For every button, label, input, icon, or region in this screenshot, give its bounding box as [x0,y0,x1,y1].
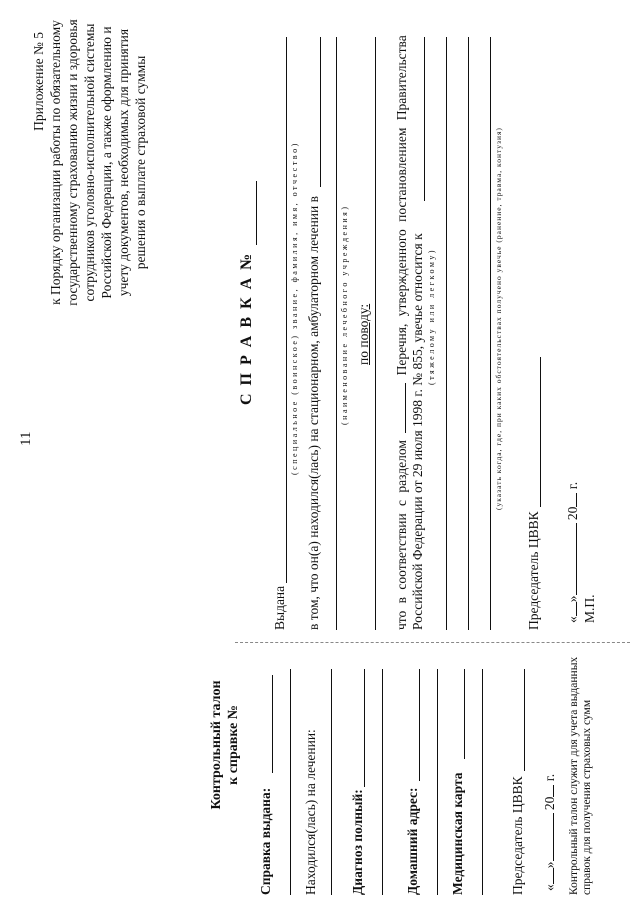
stub-issued-line-2 [290,669,291,895]
certificate-institution-line [336,37,337,630]
appendix-line: к Порядку организации работы по обязательному [48,20,63,305]
certificate-title: С П Р А В К А № [238,251,255,405]
certificate-reason-line [375,37,376,630]
stub-treatment-label: Находился(лась) на лечении: [303,729,318,895]
stub-address-line [419,669,420,781]
certificate-date-month-line [576,524,577,596]
stub-diagnosis-line [364,669,365,787]
stub-date-quote-open: « [542,884,557,891]
certificate-treatment-line [320,37,321,187]
certificate-date-suffix: г. [565,481,580,490]
certificate-chairman-label: Председатель ЦВВК [526,511,541,630]
certificate-stamp-label: М.П. [582,594,597,623]
certificate-date-year: 20 [565,506,580,521]
certificate-circumstances-line-3 [490,37,491,630]
certificate-severity-line [424,37,425,201]
stub-diagnosis-label: Диагноз полный: [350,789,365,895]
stub-title [208,670,242,820]
stub-issued-line [272,675,273,773]
appendix-header [30,10,149,315]
stub-chairman-line [524,669,525,771]
page-number: 11 [18,431,34,446]
appendix-title: Приложение № 5 [31,32,46,131]
appendix-line: сотрудников уголовно-исполнительной системы [82,23,97,302]
certificate-chairman-line [540,357,541,507]
appendix-line: учету документов, необходимых для принятия [116,28,131,297]
certificate-reason: по поводу: [356,303,371,365]
certificate-date [565,482,581,623]
certificate-circumstances-line [446,37,447,630]
stub-issued-label: Справка выдана: [258,787,273,895]
tear-off-divider [235,642,630,643]
stub-treatment-line [331,669,332,895]
stub-medcard-label: Медицинская карта [450,772,465,895]
certificate-decree-text: Российской Федерации от 29 июля 1998 г. № 855, увечье относится к [410,233,425,630]
stub-footnote-line: Контрольный талон служит для учета выданных [568,656,580,895]
stub-footnote-line: справок для получения страховых сумм [581,699,593,895]
stub-date-year: 20 [542,796,557,811]
certificate-section-right: Перечня, утвержденного постановлением Правительства [394,35,409,376]
certificate-circumstances-hint: (указать когда, где, при каких обстоятельствах получено увечье (ранение, травма, контузия) [494,127,503,510]
stub-date-suffix: г. [542,773,557,782]
appendix-line: Российской Федерации, а также оформлению и [99,26,114,299]
certificate-date-quote-close: » [565,595,580,603]
certificate-section-text [394,35,410,630]
certificate-date-year-line [576,493,577,507]
certificate-issued-label: Выдана [272,585,287,630]
stub-chairman-label: Председатель ЦВВК [510,776,525,895]
certificate-number-line [256,181,257,245]
certificate-institution-hint: (наименование лечебного учреждения) [340,204,349,425]
stub-date-quote-close: » [542,861,557,869]
certificate-section-left: что в соответствии с разделом [394,440,409,630]
stub-address-line-2 [437,669,438,895]
certificate-section-line [405,383,406,433]
certificate-issued-hint: (специальное (воинское) звание, фамилия, имя, отчество) [290,141,299,475]
stub-footnote [568,657,594,895]
stub-date-day-line [553,868,554,884]
certificate-issued-line [286,37,287,583]
certificate-treatment-text: в том, что он(а) находился(лась) на стационарном, амбулаторном лечении в [306,195,321,630]
stub-date-month-line [553,814,554,862]
certificate-severity-hint: (тяжелому или легкому) [427,247,436,385]
stub-medcard-line-2 [482,669,483,895]
appendix-line: государственному страхованию жизни и здоровья [65,19,80,306]
stub-date [542,774,558,891]
certificate-date-day-line [576,602,577,616]
certificate-date-quote-open: « [565,616,580,623]
stub-date-year-line [553,785,554,797]
certificate-circumstances-line-2 [468,37,469,630]
stub-title-number: к справке № [226,705,241,785]
appendix-line: решения о выплате страховой суммы [133,55,148,270]
stub-title-line: Контрольный талон [209,680,224,810]
stub-diagnosis-line-2 [382,669,383,895]
stub-medcard-line [464,669,465,759]
stub-address-label: Домашний адрес: [405,787,420,895]
